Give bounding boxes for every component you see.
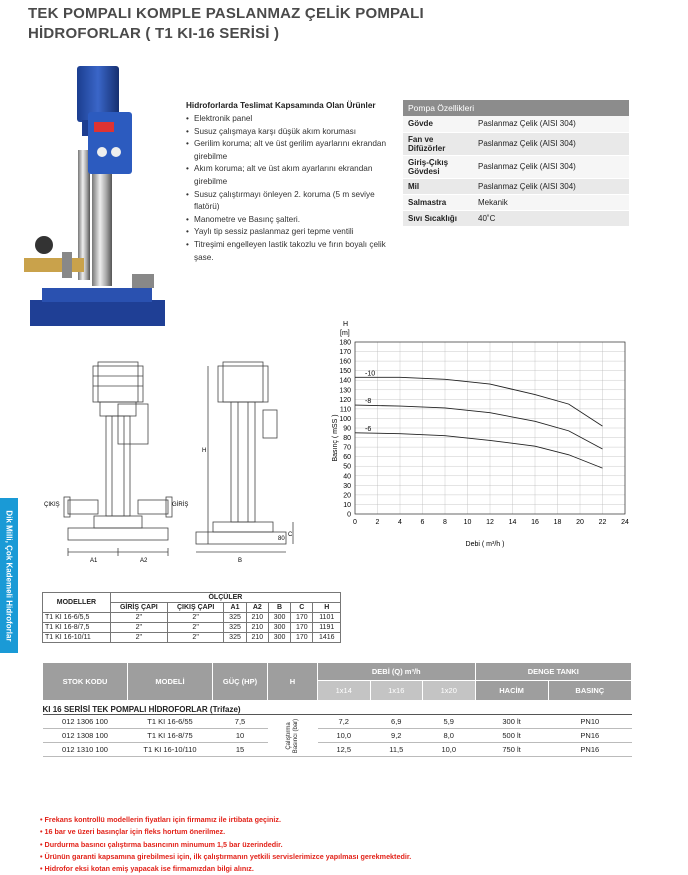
technical-drawing: [38, 352, 298, 570]
note-item: • Frekans kontrollü modellerin fiyatları için firmamız ile irtibata geçiniz.: [40, 815, 281, 824]
stock-sub: BASINÇ: [548, 681, 631, 701]
stock-h-label: Çalıştırma Basıncı (bar): [285, 718, 299, 753]
chart-xtick-label: 16: [531, 519, 539, 526]
dims-cell: T1 KI 16-10/11: [43, 633, 111, 643]
list-item: • Manometre ve Basınç şalteri.: [186, 214, 396, 227]
table-row: [43, 715, 632, 729]
chart-xtick-label: 6: [420, 519, 425, 526]
chart-series-label: -10: [365, 370, 376, 378]
side-tab: [0, 498, 18, 653]
chart-xtick-label: 0: [353, 519, 357, 526]
label-h: H: [202, 448, 207, 454]
stock-cell: PN16: [548, 743, 631, 757]
note-item: • Ürünün garanti kapsamına girebilmesi için, ilk çalıştırmanın yetkili servislerimizce yapılması gerekmektedir.: [40, 851, 412, 861]
prop-value: 40˚C: [473, 210, 629, 226]
stock-cell: 750 lt: [475, 743, 548, 757]
stock-cell: 5,9: [423, 715, 476, 729]
dims-cell: 2": [110, 623, 167, 633]
dims-cell: 170: [291, 623, 313, 633]
stock-h-label-cell: [268, 715, 318, 757]
stock-cell: 11,5: [370, 743, 423, 757]
stock-cell: T1 KI 16-10/110: [128, 743, 213, 757]
stock-h-header: H: [268, 663, 318, 701]
stock-cell: T1 KI 16-6/55: [128, 715, 213, 729]
chart-ytick-label: 100: [339, 415, 351, 423]
stock-cell: 7,5: [213, 715, 268, 729]
dims-cell: 2": [110, 633, 167, 643]
list-item: • Elektronik panel: [186, 113, 396, 126]
table-row: [43, 729, 632, 743]
list-item: • Yaylı tip sessiz paslanmaz geri tepme ventili: [186, 226, 396, 239]
prop-key: Sıvı Sıcaklığı: [403, 210, 473, 226]
chart-xtick-label: 20: [576, 519, 584, 526]
chart-xtick-label: 24: [621, 519, 629, 526]
list-item: • Titreşimi engelleyen lastik takozlu ve fırın boyalı çelik şase.: [186, 239, 396, 264]
dims-cell: 325: [224, 633, 246, 643]
stock-guc-header: GÜÇ (HP): [213, 663, 268, 701]
prop-key: Fan ve Difüzörler: [403, 132, 473, 155]
chart-xlabel: Debi ( m³/h ): [465, 541, 505, 548]
side-tab-label: Dik Milli, Çok Kademeli Hidroforlar: [4, 509, 14, 642]
dims-cell: 300: [268, 623, 290, 633]
dims-cell: 170: [291, 633, 313, 643]
table-row: [403, 178, 629, 194]
pump-properties-table: [403, 100, 629, 227]
list-item: • Akım koruma; alt ve üst akım ayarlarını ekrandan girebilme: [186, 163, 396, 188]
page-title: [28, 4, 424, 44]
stock-cell: 8,0: [423, 729, 476, 743]
chart-ytick-label: 160: [339, 358, 351, 366]
stock-cell: PN16: [548, 729, 631, 743]
prop-key: Mil: [403, 178, 473, 194]
stock-cell: PN10: [548, 715, 631, 729]
chart-series-label: -8: [365, 398, 372, 406]
prop-key: Giriş-Çıkış Gövdesi: [403, 155, 473, 178]
chart-ytick-label: 40: [343, 473, 351, 481]
list-item: • Susuz çalıştırmayı önleyen 2. koruma (5 m seviye flatörü): [186, 189, 396, 214]
chart-ytick-label: 90: [343, 425, 351, 433]
stock-cell: 6,9: [370, 715, 423, 729]
chart-xtick-label: 10: [463, 519, 472, 526]
prop-value: Mekanik: [473, 194, 629, 210]
chart-xtick-label: 22: [598, 519, 607, 526]
delivery-list: [186, 113, 396, 264]
dims-cell: 300: [268, 613, 290, 623]
stock-table: [42, 662, 632, 757]
prop-value: Paslanmaz Çelik (AISI 304): [473, 116, 629, 132]
dims-col: GİRİŞ ÇAPI: [110, 603, 167, 613]
label-80: 80: [278, 536, 285, 542]
chart-xtick-label: 12: [486, 519, 494, 526]
chart-ytick-label: 150: [339, 368, 351, 376]
dims-cell: T1 KI 16-6/5,5: [43, 613, 111, 623]
table-row: [403, 210, 629, 226]
stock-cell: 12,5: [318, 743, 371, 757]
stock-section-title: KI 16 SERİSİ TEK POMPALI HİDROFORLAR (Trifaze): [43, 701, 632, 715]
dims-cell: 2": [110, 613, 167, 623]
prop-value: Paslanmaz Çelik (AISI 304): [473, 178, 629, 194]
dims-cell: 1191: [313, 623, 341, 633]
dims-col: A2: [246, 603, 268, 613]
dims-cell: 1101: [313, 613, 341, 623]
dims-col: A1: [224, 603, 246, 613]
stock-kod-header: STOK KODU: [43, 663, 128, 701]
label-c: C: [288, 532, 293, 538]
stock-cell: 10,0: [423, 743, 476, 757]
dims-olculer-header: ÖLÇÜLER: [110, 593, 340, 603]
title-line-1: TEK POMPALI KOMPLE PASLANMAZ ÇELİK POMPALI: [28, 5, 424, 22]
label-cikis: ÇIKIŞ: [44, 502, 60, 508]
table-row: [43, 613, 341, 623]
chart-xtick-label: 18: [553, 519, 562, 526]
stock-cell: 012 1310 100: [43, 743, 128, 757]
dims-cell: 2": [167, 623, 224, 633]
chart-ytick-label: 110: [339, 406, 351, 414]
stock-cell: 7,2: [318, 715, 371, 729]
notes: [40, 814, 411, 875]
dims-col: H: [313, 603, 341, 613]
chart-ylabel-top: H: [343, 321, 349, 328]
dims-col: C: [291, 603, 313, 613]
product-photo: [22, 62, 172, 334]
dims-cell: 300: [268, 633, 290, 643]
label-b: B: [238, 558, 243, 564]
label-giris: GİRİŞ: [172, 502, 189, 508]
note-item: • 16 bar ve üzeri basınçlar için fleks hortum önerilmez.: [40, 827, 226, 837]
chart-yunit: [m]: [340, 330, 350, 337]
table-row: [43, 633, 341, 643]
stock-cell: T1 KI 16-8/75: [128, 729, 213, 743]
dims-col: B: [268, 603, 290, 613]
stock-cell: 012 1306 100: [43, 715, 128, 729]
table-row: [403, 132, 629, 155]
stock-sub: 1x14: [318, 681, 371, 701]
title-line-2: HİDROFORLAR ( T1 KI-16 SERİSİ ): [28, 25, 280, 42]
chart-series-line: [355, 405, 603, 449]
list-item: • Susuz çalışmaya karşı düşük akım koruması: [186, 126, 396, 139]
chart-xtick-label: 4: [398, 519, 402, 526]
chart-ylabel: Basınç ( mSS ): [332, 414, 339, 462]
chart-ytick-label: 0: [347, 511, 351, 519]
stock-sub: 1x20: [423, 681, 476, 701]
performance-chart: [325, 318, 645, 554]
chart-ytick-label: 130: [339, 387, 351, 395]
chart-ytick-label: 50: [343, 463, 351, 471]
chart-ytick-label: 30: [343, 482, 351, 490]
dims-cell: 2": [167, 633, 224, 643]
dims-cell: 2": [167, 613, 224, 623]
dims-cell: 325: [224, 613, 246, 623]
stock-cell: 15: [213, 743, 268, 757]
table-row: [43, 623, 341, 633]
dims-col: ÇIKIŞ ÇAPI: [167, 603, 224, 613]
note-item: • Durdurma basıncı çalıştırma basıncının minumum 1,5 bar üzerindedir.: [40, 839, 283, 849]
table-row: [403, 194, 629, 210]
chart-ytick-label: 140: [339, 377, 351, 385]
stock-sub: 1x16: [370, 681, 423, 701]
chart-xtick-label: 14: [508, 519, 517, 526]
dimensions-table: [42, 592, 341, 643]
chart-ytick-label: 10: [343, 501, 351, 509]
prop-key: Gövde: [403, 116, 473, 132]
dims-cell: 210: [246, 613, 268, 623]
chart-ytick-label: 120: [339, 396, 351, 404]
dims-cell: 210: [246, 633, 268, 643]
delivery-scope: [186, 100, 396, 264]
dims-cell: 210: [246, 623, 268, 633]
dims-model-header: MODELLER: [43, 593, 111, 613]
dims-cell: T1 KI 16-8/7,5: [43, 623, 111, 633]
delivery-heading: Hidroforlarda Teslimat Kapsamında Olan Ürünler: [186, 101, 376, 110]
stock-model-header: MODELİ: [128, 663, 213, 701]
dims-cell: 325: [224, 623, 246, 633]
chart-series-line: [355, 377, 603, 426]
properties-heading: Pompa Özellikleri: [403, 100, 629, 116]
stock-cell: 012 1308 100: [43, 729, 128, 743]
label-a2: A2: [140, 558, 148, 564]
chart-xtick-label: 8: [443, 519, 447, 526]
prop-value: Paslanmaz Çelik (AISI 304): [473, 132, 629, 155]
chart-series-line: [355, 433, 603, 468]
stock-cell: 9,2: [370, 729, 423, 743]
stock-cell: 300 lt: [475, 715, 548, 729]
table-row: [403, 116, 629, 132]
stock-cell: 10,0: [318, 729, 371, 743]
note-item: • Hidrofor eksi kotan emiş yapacak ise firmamızdan bilgi alınız.: [40, 864, 254, 874]
label-a1: A1: [90, 558, 98, 564]
chart-ytick-label: 70: [343, 444, 351, 452]
chart-ytick-label: 80: [343, 435, 351, 443]
table-row: [403, 155, 629, 178]
chart-series-label: -6: [365, 425, 372, 433]
stock-debi-header: DEBİ (Q) m³/h: [318, 663, 476, 681]
stock-tank-header: DENGE TANKI: [475, 663, 632, 681]
stock-cell: 10: [213, 729, 268, 743]
dims-cell: 170: [291, 613, 313, 623]
chart-ytick-label: 180: [339, 339, 351, 347]
dims-cell: 1416: [313, 633, 341, 643]
chart-ytick-label: 170: [339, 349, 351, 357]
list-item: • Gerilim koruma; alt ve üst gerilim ayarlarını ekrandan girebilme: [186, 138, 396, 163]
chart-xtick-label: 2: [375, 519, 380, 526]
stock-sub: HACİM: [475, 681, 548, 701]
chart-ytick-label: 20: [343, 492, 351, 500]
prop-key: Salmastra: [403, 194, 473, 210]
prop-value: Paslanmaz Çelik (AISI 304): [473, 155, 629, 178]
chart-ytick-label: 60: [343, 454, 351, 462]
table-row: [43, 743, 632, 757]
stock-cell: 500 lt: [475, 729, 548, 743]
